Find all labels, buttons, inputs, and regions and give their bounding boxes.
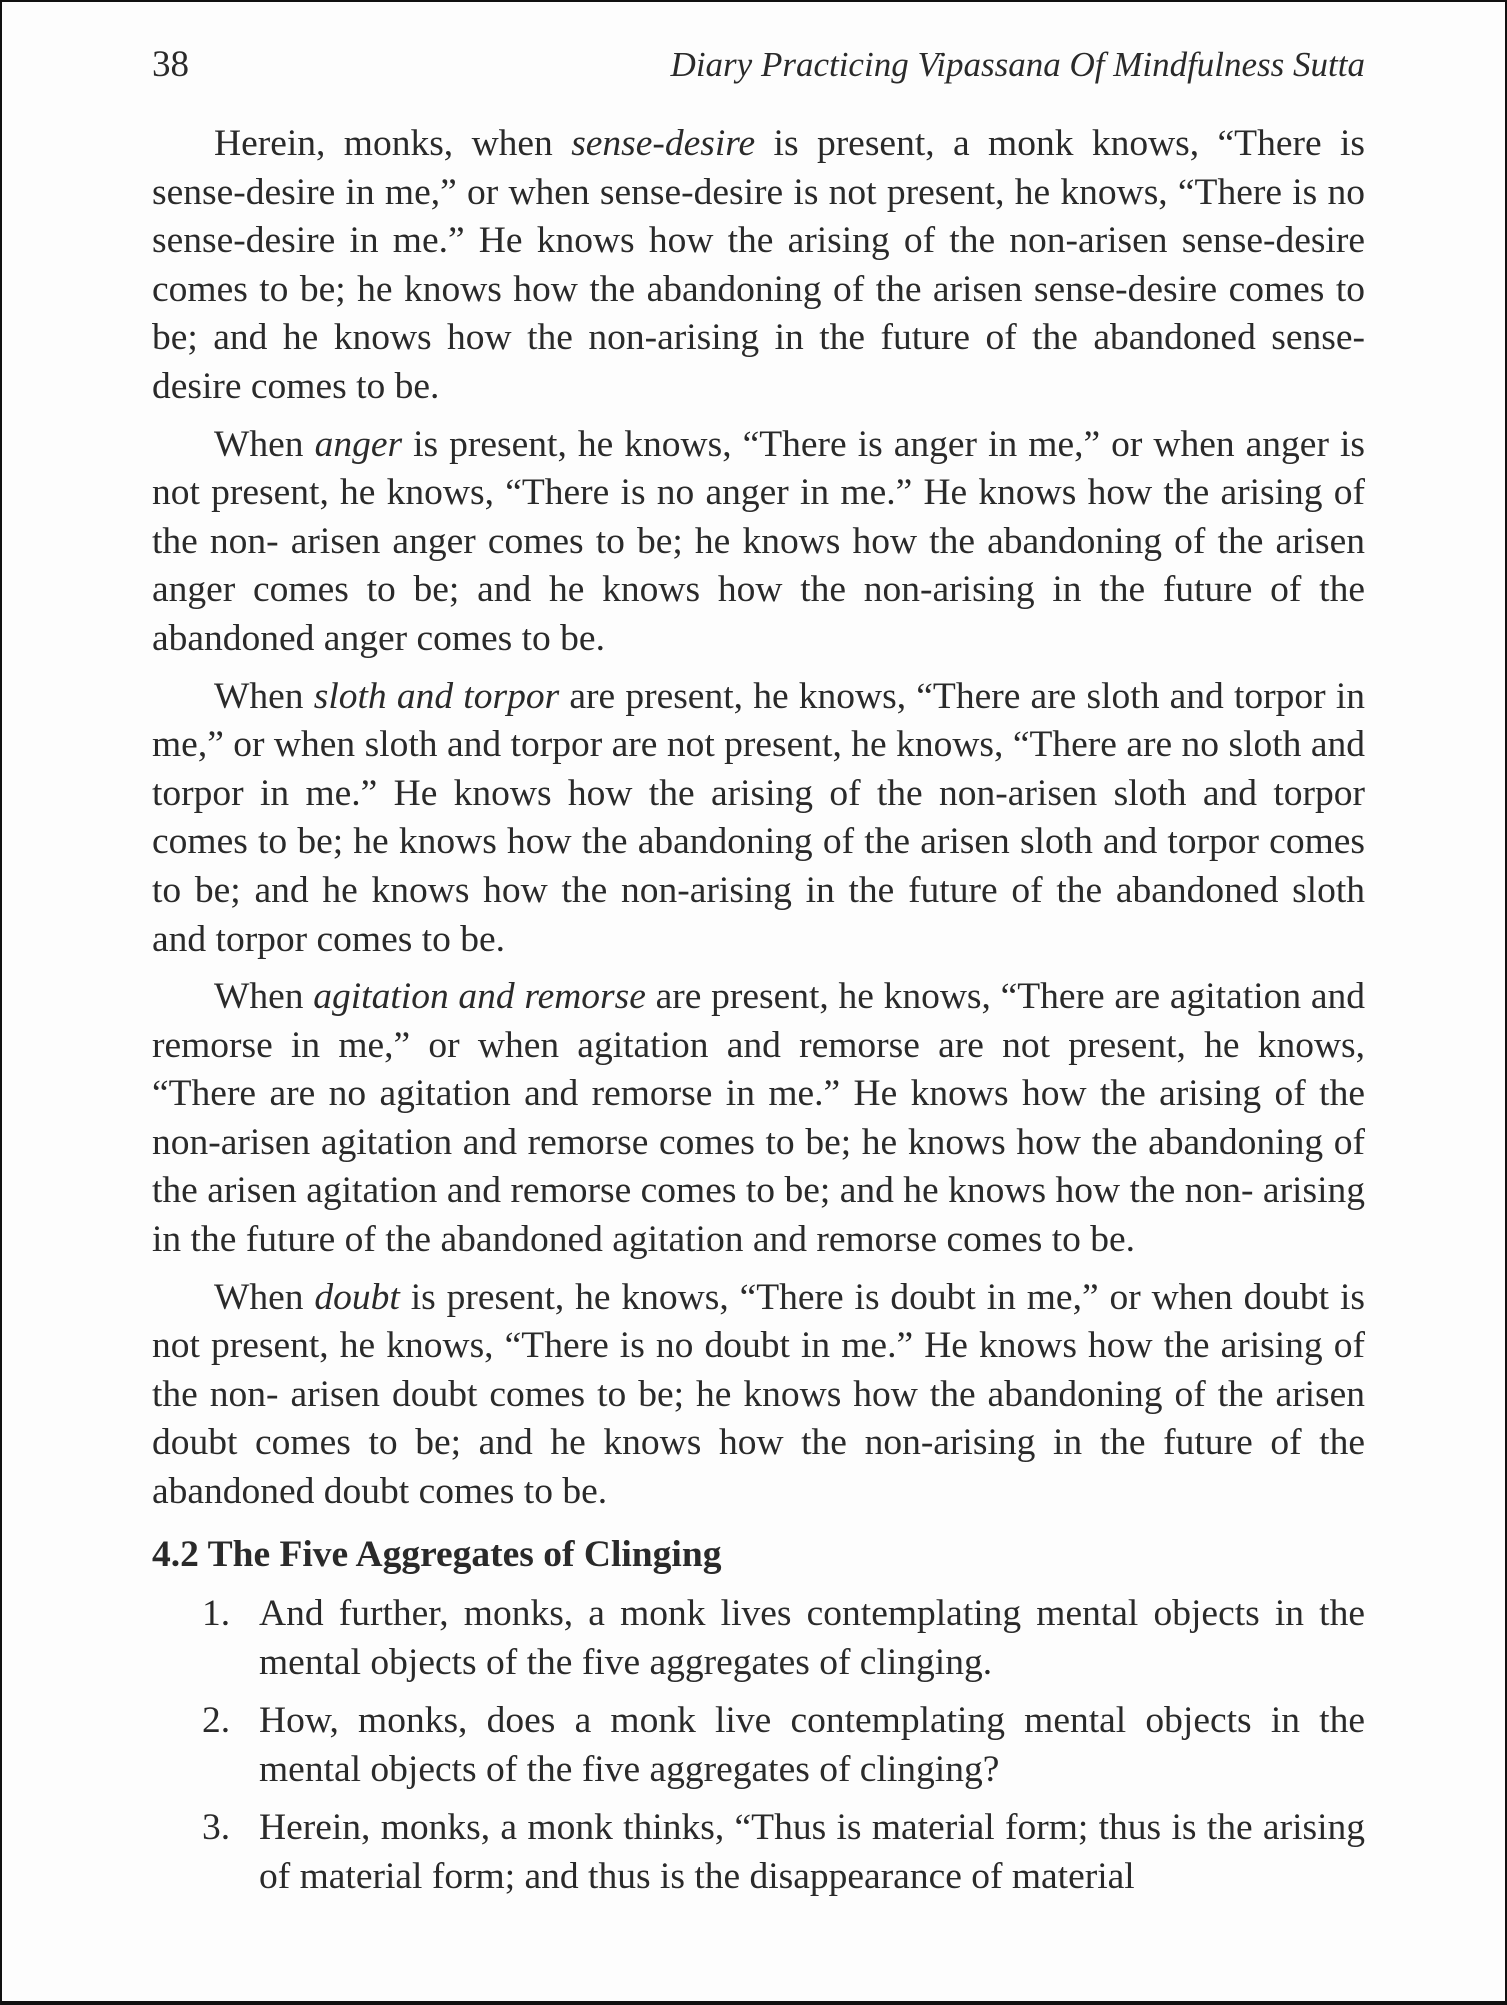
emphasis-term: sense-desire: [571, 123, 756, 164]
paragraph-sloth-torpor: [152, 673, 1365, 965]
list-item: [152, 1696, 1365, 1794]
numbered-list: [152, 1589, 1365, 1901]
list-item: [152, 1589, 1365, 1687]
list-item-text: How, monks, does a monk live contemplating mental objects in the mental objects of the five aggregates of clinging?: [259, 1699, 1365, 1790]
paragraph-text: When: [214, 423, 315, 465]
paragraph-text: is present, he knows, “There is doubt in me,” or when doubt is not present, he knows, “There is no doubt in me.” He knows how the arising of the non- arisen doubt comes to be; he knows how the abandoning of the arisen doubt comes to be; and he knows how the non-arising in the future of the abandoned doubt comes to be.: [152, 1276, 1365, 1513]
paragraph-text: are present, he knows, “There are agitation and remorse in me,” or when agitation and remorse are not present, he knows, “There are no agitation and remorse in me.” He knows how the arising of the non-arisen agitation and remorse comes to be; he knows how the abandoning of the arisen agitation and remorse comes to be; and he knows how the non- arising in the future of the abandoned agitation and remorse comes to be.: [152, 976, 1365, 1261]
list-item-text: And further, monks, a monk lives contemplating mental objects in the mental objects of the five aggregates of clinging.: [259, 1592, 1365, 1683]
emphasis-term: doubt: [314, 1276, 400, 1318]
list-item-number: 1.: [202, 1592, 231, 1634]
body-text: [152, 120, 1365, 1910]
paragraph-anger: [152, 421, 1365, 664]
emphasis-term: anger: [314, 423, 403, 465]
list-item-number: 3.: [202, 1806, 231, 1848]
paragraph-text: are present, he knows, “There are sloth and torpor in me,” or when sloth and torpor are not present, he knows, “There are no sloth and torpor in me.” He knows how the arising of the non-arisen sloth and torpor comes to be; he knows how the abandoning of the arisen sloth and torpor comes to be; and he knows how the non-arising in the future of the abandoned sloth and torpor comes to be.: [152, 675, 1365, 960]
page-header: [152, 42, 1365, 88]
page-number: 38: [152, 44, 189, 85]
paragraph-doubt: [152, 1274, 1365, 1517]
list-item: [152, 1803, 1365, 1901]
list-item-text: Herein, monks, a monk thinks, “Thus is material form; thus is the arising of material form; and thus is the disappearance of material: [259, 1806, 1365, 1897]
paragraph-text: When: [214, 675, 314, 717]
emphasis-term: agitation and remorse: [313, 976, 646, 1018]
paragraph-text: is present, a monk knows, “There is sense-desire in me,” or when sense-desire is not present, he knows, “There is no sense-desire in me.” He knows how the arising of the non-arisen sense-desire comes to be; he knows how the abandoning of the arisen sense-desire comes to be; and he knows how the non-arising in the future of the abandoned sense-desire comes to be.: [152, 123, 1365, 407]
paragraph-text: When: [214, 976, 314, 1018]
section-heading: 4.2 The Five Aggregates of Clinging: [152, 1533, 722, 1575]
emphasis-term: sloth and torpor: [313, 675, 560, 717]
paragraph-text: When: [214, 1276, 315, 1318]
list-item-number: 2.: [202, 1699, 231, 1741]
paragraph-text: Herein, monks, when: [214, 123, 572, 164]
running-title: Diary Practicing Vipassana Of Mindfulness Sutta: [670, 45, 1365, 84]
paragraph-agitation-remorse: [152, 973, 1365, 1265]
paragraph-sense-desire: [152, 120, 1365, 412]
paragraph-text: is present, he knows, “There is anger in me,” or when anger is not present, he knows, “There is no anger in me.” He knows how the arising of the non- arisen anger comes to be; he knows how the abandoning of the arisen anger comes to be; and he knows how the non-arising in the future of the abandoned anger comes to be.: [152, 423, 1365, 659]
